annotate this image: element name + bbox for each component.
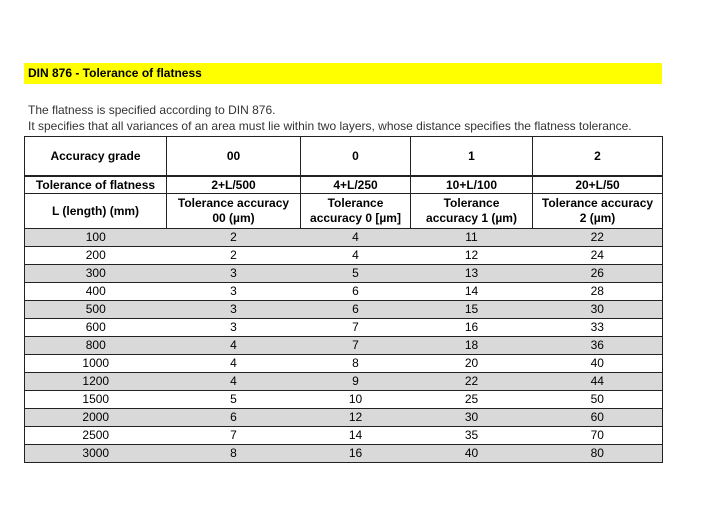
cell-length: 1200 (25, 373, 167, 391)
cell-length: 600 (25, 319, 167, 337)
cell-tolerance-00: 5 (167, 391, 301, 409)
cell-length: 3000 (25, 445, 167, 463)
cell-tolerance-00: 2 (167, 247, 301, 265)
cell-tolerance-2: 36 (533, 337, 663, 355)
cell-tolerance-00: 4 (167, 337, 301, 355)
cell-tolerance-2: 28 (533, 283, 663, 301)
table-row (25, 283, 663, 301)
tolerance-label: Tolerance of flatness (25, 176, 167, 194)
tolerance-formula-row (25, 176, 663, 194)
cell-tolerance-2: 60 (533, 409, 663, 427)
accuracy-header-1-line-1: Tolerance (443, 196, 500, 210)
accuracy-header-1-line-2: accuracy 1 (µm) (426, 211, 517, 225)
cell-tolerance-0: 4 (301, 229, 411, 247)
cell-tolerance-1: 16 (411, 319, 533, 337)
cell-tolerance-2: 30 (533, 301, 663, 319)
table-row (25, 373, 663, 391)
cell-tolerance-00: 7 (167, 427, 301, 445)
cell-tolerance-1: 12 (411, 247, 533, 265)
cell-tolerance-1: 14 (411, 283, 533, 301)
cell-tolerance-1: 15 (411, 301, 533, 319)
cell-tolerance-0: 12 (301, 409, 411, 427)
cell-tolerance-1: 22 (411, 373, 533, 391)
cell-tolerance-2: 70 (533, 427, 663, 445)
cell-tolerance-1: 11 (411, 229, 533, 247)
cell-tolerance-00: 3 (167, 283, 301, 301)
cell-length: 500 (25, 301, 167, 319)
cell-tolerance-00: 4 (167, 373, 301, 391)
grade-1: 1 (411, 137, 533, 177)
cell-tolerance-0: 16 (301, 445, 411, 463)
tolerance-formula-00: 2+L/500 (167, 176, 301, 194)
cell-length: 1500 (25, 391, 167, 409)
table-row (25, 427, 663, 445)
cell-tolerance-1: 20 (411, 355, 533, 373)
cell-tolerance-00: 8 (167, 445, 301, 463)
grade-00: 00 (167, 137, 301, 177)
cell-tolerance-2: 24 (533, 247, 663, 265)
intro-text (28, 102, 632, 134)
table-row (25, 409, 663, 427)
tolerance-formula-0: 4+L/250 (301, 176, 411, 194)
cell-length: 2000 (25, 409, 167, 427)
tolerance-formula-2: 20+L/50 (533, 176, 663, 194)
intro-line-1: The flatness is specified according to DIN 876. (28, 103, 276, 117)
accuracy-header-00 (167, 194, 301, 229)
cell-tolerance-0: 10 (301, 391, 411, 409)
grade-0: 0 (301, 137, 411, 177)
grade-label: Accuracy grade (25, 137, 167, 177)
table-row (25, 319, 663, 337)
cell-tolerance-1: 18 (411, 337, 533, 355)
cell-length: 800 (25, 337, 167, 355)
cell-length: 1000 (25, 355, 167, 373)
intro-line-2: It specifies that all variances of an area must lie within two layers, whose distance specifies the flatness tolerance. (28, 119, 632, 133)
cell-tolerance-00: 3 (167, 265, 301, 283)
cell-tolerance-1: 30 (411, 409, 533, 427)
cell-tolerance-00: 2 (167, 229, 301, 247)
cell-tolerance-1: 25 (411, 391, 533, 409)
table-row (25, 391, 663, 409)
cell-tolerance-0: 7 (301, 337, 411, 355)
cell-tolerance-00: 3 (167, 319, 301, 337)
accuracy-header-2-line-1: Tolerance accuracy (541, 196, 654, 210)
cell-tolerance-0: 4 (301, 247, 411, 265)
cell-tolerance-2: 33 (533, 319, 663, 337)
cell-tolerance-2: 22 (533, 229, 663, 247)
cell-tolerance-2: 40 (533, 355, 663, 373)
accuracy-header-1 (411, 194, 533, 229)
table-row (25, 337, 663, 355)
cell-tolerance-0: 8 (301, 355, 411, 373)
table-row (25, 229, 663, 247)
cell-tolerance-1: 40 (411, 445, 533, 463)
flatness-tolerance-table (24, 136, 663, 463)
cell-tolerance-1: 35 (411, 427, 533, 445)
table-row (25, 445, 663, 463)
cell-length: 400 (25, 283, 167, 301)
cell-tolerance-0: 5 (301, 265, 411, 283)
accuracy-header-00-line-1: Tolerance accuracy (177, 196, 290, 210)
cell-length: 100 (25, 229, 167, 247)
accuracy-header-00-line-2: 00 (µm) (212, 211, 255, 225)
accuracy-header-0-line-2: accuracy 0 [µm] (310, 211, 401, 225)
table-row (25, 301, 663, 319)
accuracy-header-2 (533, 194, 663, 229)
table-row (25, 247, 663, 265)
accuracy-header-0-line-1: Tolerance (327, 196, 384, 210)
document-title: DIN 876 - Tolerance of flatness (24, 63, 662, 84)
cell-tolerance-00: 4 (167, 355, 301, 373)
accuracy-header-2-line-2: 2 (µm) (579, 211, 616, 225)
cell-tolerance-2: 80 (533, 445, 663, 463)
accuracy-header-0 (301, 194, 411, 229)
cell-tolerance-0: 6 (301, 283, 411, 301)
cell-length: 2500 (25, 427, 167, 445)
grade-2: 2 (533, 137, 663, 177)
cell-tolerance-00: 3 (167, 301, 301, 319)
table-row (25, 265, 663, 283)
length-header-row (25, 194, 663, 229)
cell-tolerance-0: 9 (301, 373, 411, 391)
cell-tolerance-0: 6 (301, 301, 411, 319)
cell-length: 300 (25, 265, 167, 283)
tolerance-formula-1: 10+L/100 (411, 176, 533, 194)
cell-tolerance-00: 6 (167, 409, 301, 427)
cell-tolerance-1: 13 (411, 265, 533, 283)
table-row (25, 355, 663, 373)
cell-tolerance-0: 7 (301, 319, 411, 337)
cell-tolerance-2: 44 (533, 373, 663, 391)
cell-length: 200 (25, 247, 167, 265)
cell-tolerance-2: 26 (533, 265, 663, 283)
cell-tolerance-2: 50 (533, 391, 663, 409)
cell-tolerance-0: 14 (301, 427, 411, 445)
length-label: L (length) (mm) (25, 194, 167, 229)
grade-header-row (25, 137, 663, 177)
